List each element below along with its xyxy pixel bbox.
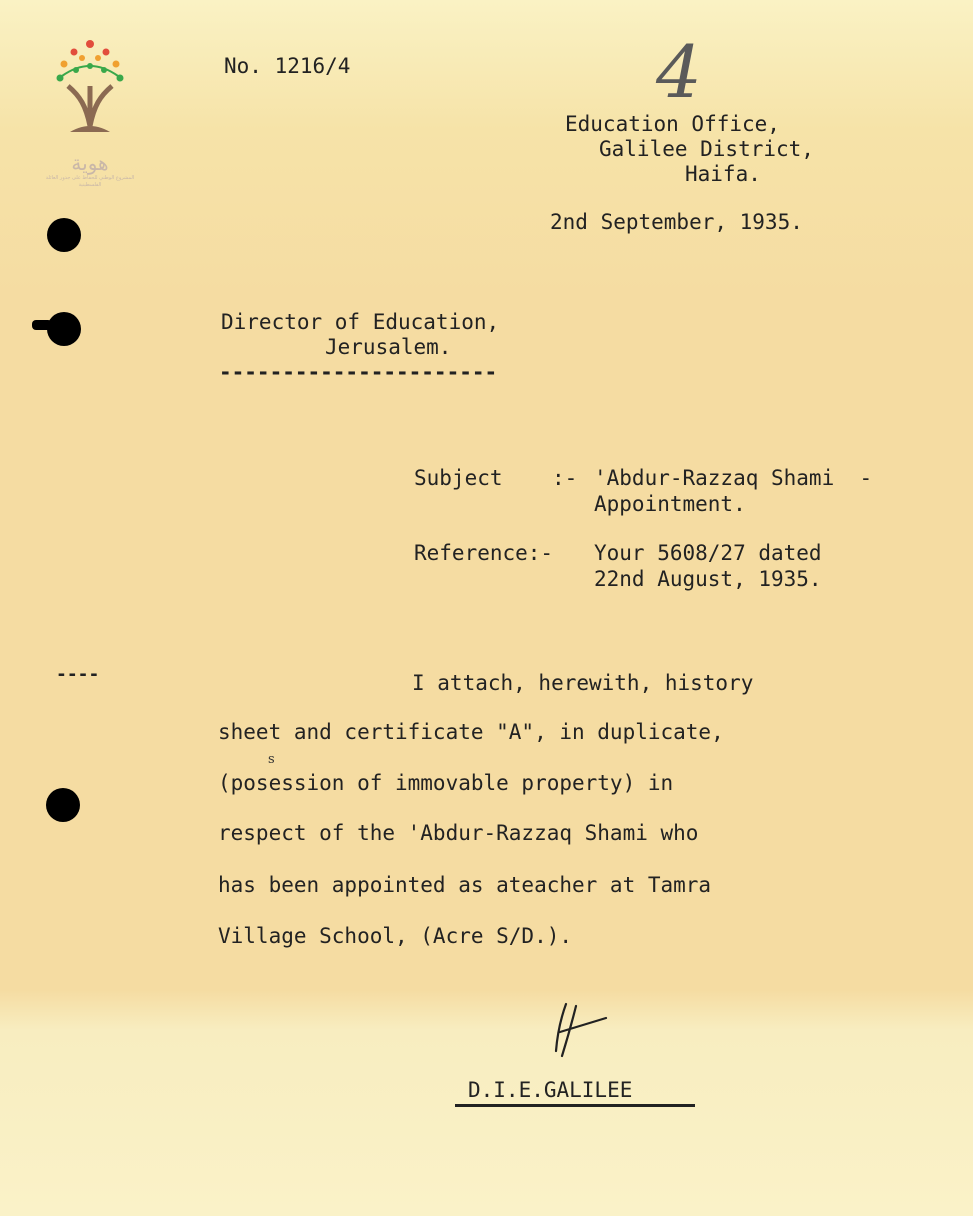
tree-logo-icon (50, 36, 130, 146)
handwritten-page-number: 4 (656, 30, 702, 114)
subject-line-2: Appointment. (594, 492, 746, 516)
body-line-6: Village School, (Acre S/D.). (218, 924, 573, 948)
punch-hole (46, 788, 80, 822)
logo-arabic-text: هوية (71, 151, 109, 175)
archive-logo (45, 36, 135, 196)
body-line-2: sheet and certificate "A", in duplicate, (218, 720, 724, 744)
subject-label: Subject (414, 466, 503, 490)
sender-line-2: Galilee District, (599, 137, 814, 161)
signatory-title: D.I.E.GALILEE (468, 1078, 633, 1102)
file-number: No. 1216/4 (224, 54, 351, 78)
letter-date: 2nd September, 1935. (550, 210, 803, 234)
addressee-line-1: Director of Education, (221, 310, 500, 334)
body-line-1: I attach, herewith, history (412, 671, 754, 695)
body-line-3: (posession of immovable property) in (218, 771, 674, 795)
body-line-5: has been appointed as ateacher at Tamra (218, 873, 712, 897)
addressee-rule: ---------------------- (219, 360, 498, 384)
punch-hole (47, 312, 81, 346)
sender-line-1: Education Office, (565, 112, 780, 136)
signature-underline (455, 1104, 695, 1107)
reference-line-1: Your 5608/27 dated (594, 541, 822, 565)
subject-separator: :- (552, 466, 578, 490)
handwritten-insert: s (268, 752, 275, 767)
punch-hole-tab (32, 320, 52, 330)
margin-mark: ---- (56, 664, 100, 685)
reference-label: Reference:- (414, 541, 554, 565)
logo-caption: المشروع الوطني للحفاظ على جذور العائلة الفلسطينية (45, 175, 135, 188)
handwritten-signature (536, 996, 616, 1066)
punch-hole (47, 218, 81, 252)
body-line-4: respect of the 'Abdur-Razzaq Shami who (218, 821, 699, 845)
addressee-line-2: Jerusalem. (325, 335, 452, 359)
sender-line-3: Haifa. (685, 162, 761, 186)
subject-line-1: 'Abdur-Razzaq Shami - (594, 466, 873, 490)
reference-line-2: 22nd August, 1935. (594, 567, 822, 591)
